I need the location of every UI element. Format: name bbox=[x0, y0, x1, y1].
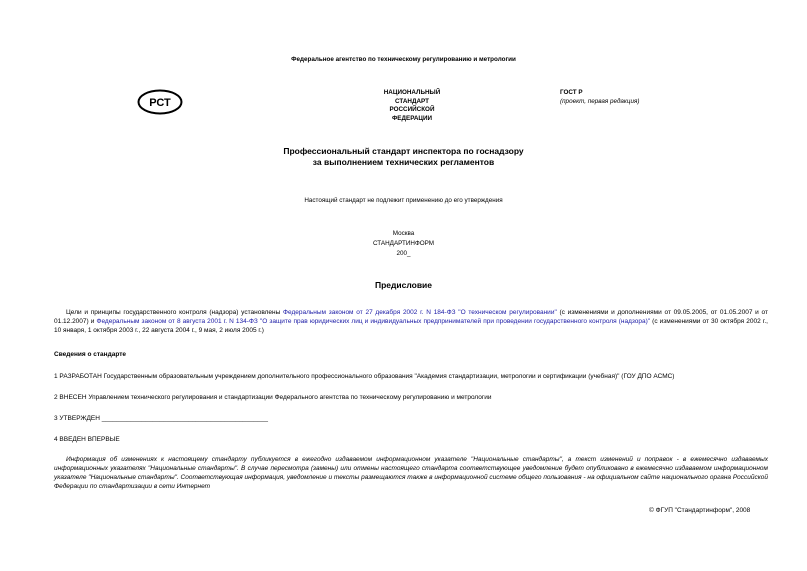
preface-text: (с изменениями и дополнениями от 09.05.2005, от 01.05.2007 и от 01.12.2007) и bbox=[54, 309, 768, 325]
publisher: СТАНДАРТИНФОРМ bbox=[372, 240, 435, 248]
standard-info-heading: Сведения о стандарте bbox=[54, 351, 127, 358]
federal-law-184-link[interactable]: Федеральным законом от 27 декабря 2002 г. N 184-ФЗ "О техническом регулировании" bbox=[283, 309, 557, 316]
preface-text: (с изменениями от 30 октября 2002 г., 10 января, 1 октября 2003 г., 22 августа 2004 г., 9 мая, 2 июля 2005 г.) bbox=[54, 317, 768, 334]
city: Москва bbox=[392, 230, 415, 237]
agency-name: Федеральное агентство по техническому регулированию и метрологии bbox=[291, 56, 516, 63]
title-line: за выполнением технических регламентов bbox=[312, 157, 495, 167]
copyright-symbol: © bbox=[649, 507, 654, 514]
year: 200_ bbox=[396, 250, 411, 258]
info-item-first-introduced: 4 ВВЕДЕН ВПЕРВЫЕ bbox=[54, 436, 120, 443]
header-line: РОССИЙСКОЙ bbox=[389, 106, 435, 114]
info-item-introduced: 2 ВНЕСЕН Управлением технического регулирования и стандартизации Федерального агентства по техническому регулированию и метрологии bbox=[54, 394, 492, 401]
header-line: ФЕДЕРАЦИИ bbox=[391, 114, 433, 122]
title-line: Профессиональный стандарт инспектора по госнадзору bbox=[283, 146, 524, 156]
info-item-approved: 3 УТВЕРЖДЕН ______________________________________________ bbox=[54, 415, 268, 422]
federal-law-134-link[interactable]: Федеральным законом от 8 августа 2001 г. N 134-ФЗ "О защите прав юридических лиц и индивидуальных предпринимателей при проведении государственного контроля (надзора)" bbox=[96, 317, 651, 325]
changes-information: Информация об изменениях к настоящему стандарту публикуется в ежегодно издаваемом информационном указателе "Национальные стандарты", а текст изменений и поправок - в ежемесячно издаваемых информационных указателях "Национальные стандарты". В случае пересмотра (замены) или отмены настоящего стандарта соответствующее уведомление будет опубликовано в ежемесячно издаваемом информационном указателе "Национальные стандарты". Соответствующая информация, уведомление и тексты размещаются также в информационной системе общего пользования - на официальном сайте национального органа Российской Федерации по стандартизации в сети Интернет bbox=[54, 456, 768, 490]
info-item-developed: 1 РАЗРАБОТАН Государственным образовательным учреждением дополнительного профессионального образования "Академия стандартизации, метрологии и сертификации (учебная)" (ГОУ ДПО АСМС) bbox=[54, 373, 675, 380]
header-line: НАЦИОНАЛЬНЫЙ bbox=[383, 89, 441, 96]
logo-text: РСТ bbox=[149, 97, 171, 109]
rst-logo bbox=[137, 89, 183, 115]
preface-text: Цели и принципы государственного контроля (надзора) установлены bbox=[66, 309, 284, 316]
copyright-text: ФГУП "Стандартинформ", 2008 bbox=[655, 507, 751, 514]
gost-label: ГОСТ Р bbox=[560, 89, 583, 96]
copyright bbox=[649, 507, 750, 516]
header-line: СТАНДАРТ bbox=[395, 97, 429, 105]
national-standard-label bbox=[362, 89, 462, 123]
document-title bbox=[0, 146, 807, 168]
preface-paragraph bbox=[54, 309, 768, 336]
gost-note: (проект, первая редакция) bbox=[560, 98, 640, 105]
approval-notice: Настоящий стандарт не подлежит применению до его утверждения bbox=[304, 197, 503, 204]
preface-heading: Предисловие bbox=[374, 280, 433, 290]
imprint bbox=[0, 229, 807, 260]
